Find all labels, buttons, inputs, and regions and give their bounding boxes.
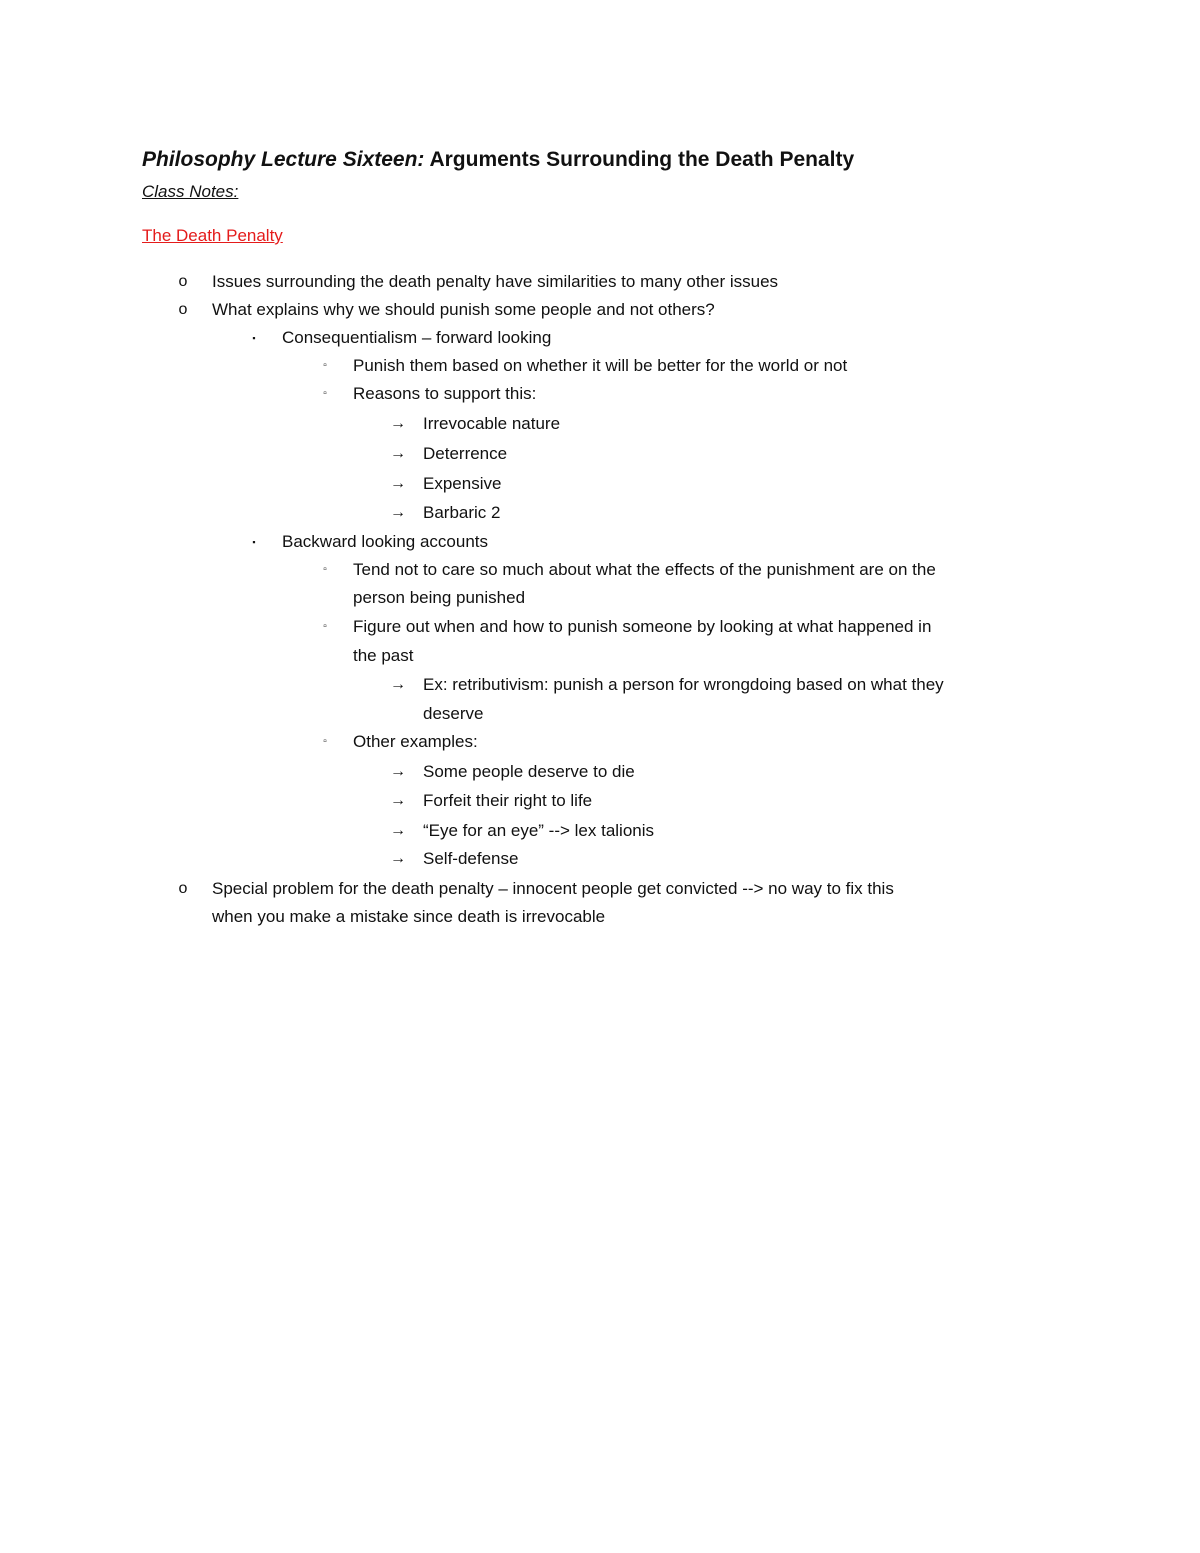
list-item: Special problem for the death penalty – innocent people get convicted --> no way to fix this <box>212 879 894 898</box>
list-item: Deterrence <box>423 444 508 463</box>
arrow-bullet-icon: → <box>390 475 406 492</box>
list-item-continuation: person being punished <box>353 588 526 607</box>
list-item: What explains why we should punish some people and not others? <box>212 300 715 319</box>
small-square-bullet-icon: ▫ <box>323 564 327 575</box>
list-item: Ex: retributivism: punish a person for wrongdoing based on what they <box>423 675 944 694</box>
list-item: Reasons to support this: <box>353 384 537 403</box>
list-item: Barbaric 2 <box>423 503 501 522</box>
list-item: Consequentialism – forward looking <box>282 328 552 347</box>
list-item: Issues surrounding the death penalty have similarities to many other issues <box>212 272 779 291</box>
list-item: Tend not to care so much about what the effects of the punishment are on the <box>353 560 936 579</box>
arrow-bullet-icon: → <box>390 763 406 780</box>
arrow-bullet-icon: → <box>390 415 406 432</box>
arrow-bullet-icon: → <box>390 792 406 809</box>
title-lecture-label: Philosophy Lecture Sixteen: <box>142 148 425 171</box>
small-square-bullet-icon: ▫ <box>323 360 327 371</box>
arrow-bullet-icon: → <box>390 504 406 521</box>
small-square-bullet-icon: ▫ <box>323 621 327 632</box>
list-item: Forfeit their right to life <box>423 791 593 810</box>
class-notes-label: Class Notes: <box>142 182 239 201</box>
list-item-continuation: deserve <box>423 704 484 723</box>
arrow-bullet-icon: → <box>390 822 406 839</box>
circle-bullet-icon: o <box>178 273 188 290</box>
list-item: Backward looking accounts <box>282 532 489 551</box>
list-item: Self-defense <box>423 849 519 868</box>
list-item: Irrevocable nature <box>423 414 561 433</box>
list-item: Some people deserve to die <box>423 762 635 781</box>
page-title <box>142 148 854 172</box>
list-item-continuation: the past <box>353 646 414 665</box>
circle-bullet-icon: o <box>178 880 188 897</box>
list-item: Other examples: <box>353 732 478 751</box>
section-heading: The Death Penalty <box>142 226 283 245</box>
circle-bullet-icon: o <box>178 301 188 318</box>
small-square-bullet-icon: ▫ <box>323 388 327 399</box>
arrow-bullet-icon: → <box>390 445 406 462</box>
list-item: Expensive <box>423 474 502 493</box>
square-bullet-icon: ▪ <box>252 333 256 343</box>
list-item-continuation: when you make a mistake since death is irrevocable <box>212 907 606 926</box>
arrow-bullet-icon: → <box>390 676 406 693</box>
list-item: Figure out when and how to punish someone by looking at what happened in <box>353 617 932 636</box>
list-item: Punish them based on whether it will be better for the world or not <box>353 356 848 375</box>
title-topic: Arguments Surrounding the Death Penalty <box>424 148 855 171</box>
arrow-bullet-icon: → <box>390 850 406 867</box>
square-bullet-icon: ▪ <box>252 537 256 547</box>
small-square-bullet-icon: ▫ <box>323 736 327 747</box>
list-item: “Eye for an eye” --> lex talionis <box>423 821 655 840</box>
